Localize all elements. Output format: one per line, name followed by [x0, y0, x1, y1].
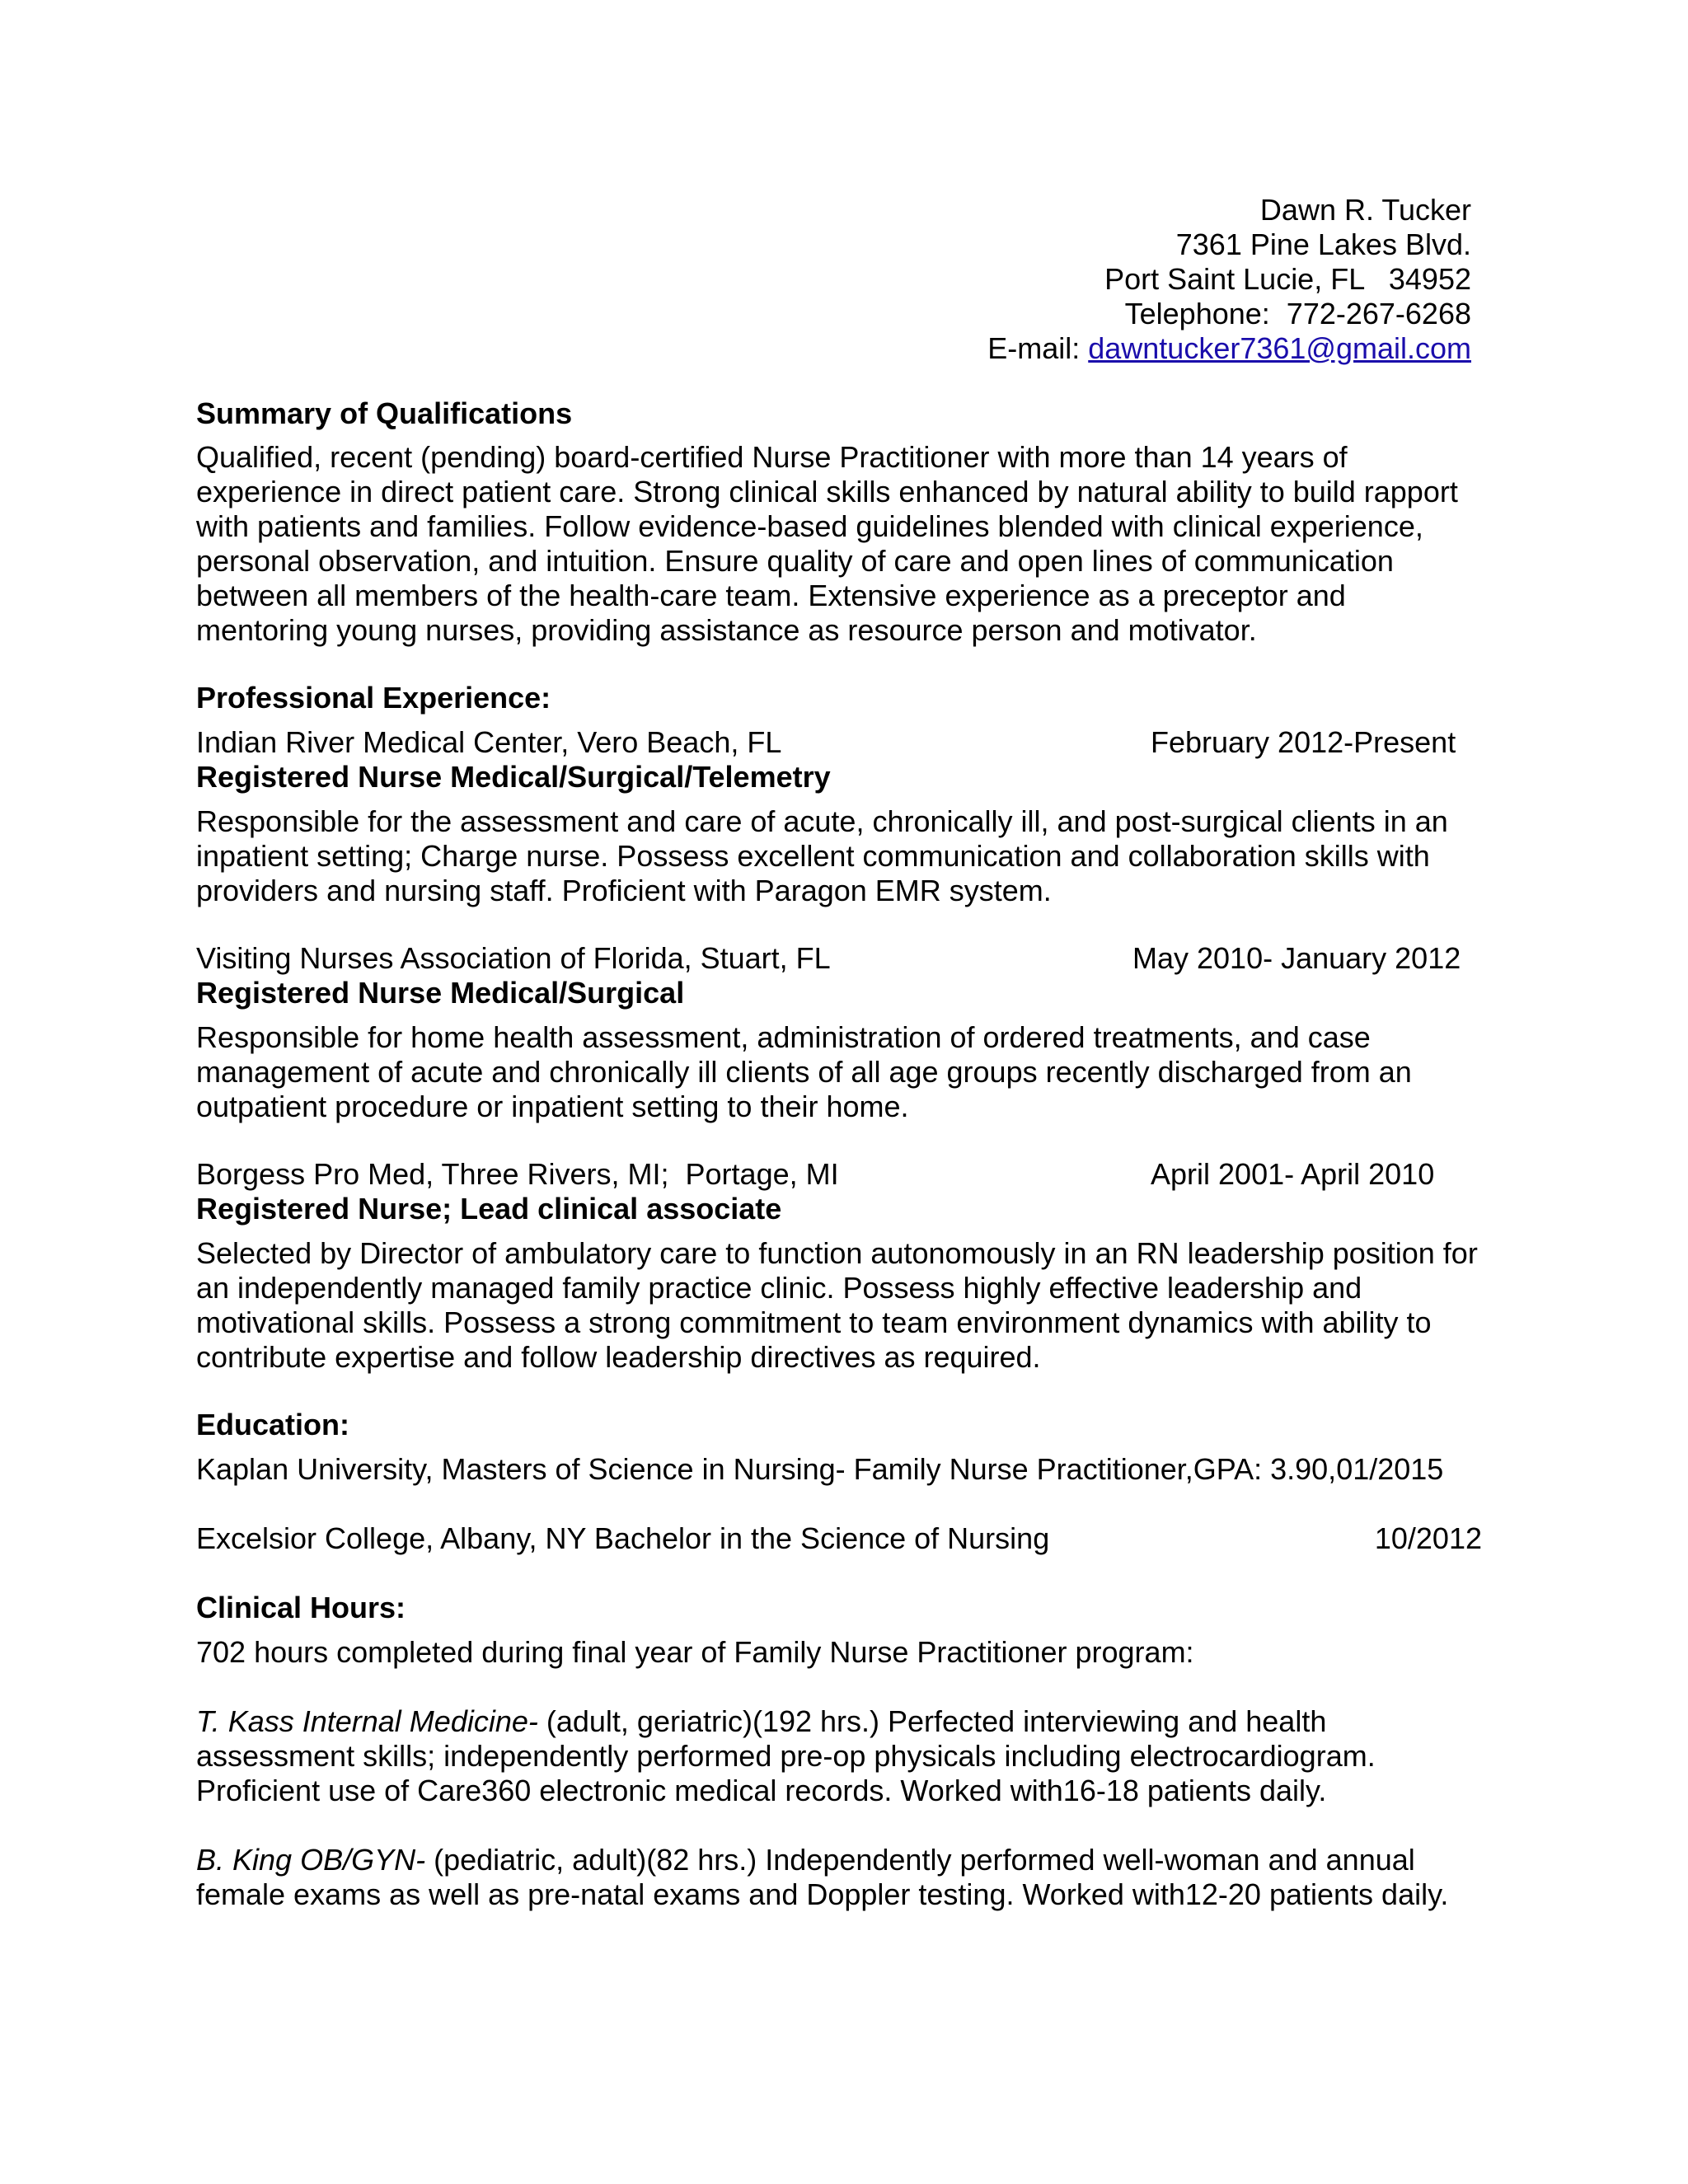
education-date: 10/2012 — [1374, 1521, 1482, 1555]
clinical-entry — [196, 1843, 1482, 1912]
job-description: Responsible for home health assessment, administration of ordered treatments, and case management of acute and chronically ill clients of all age groups recently discharged from an outpatient procedure or inpatient setting to their home. — [196, 1020, 1412, 1123]
job-employer: Visiting Nurses Association of Florida, Stuart, FL — [196, 941, 831, 975]
job-header — [196, 725, 1482, 760]
clinical-text: (pediatric, adult)(82 hrs.) Independently performed well-woman and annual female exams as well as pre-natal exams and Doppler testing. Worked with12-20 patients daily. — [196, 1843, 1449, 1911]
education-text: Kaplan University, Masters of Science in Nursing- Family Nurse Practitioner,GPA: 3.90,01/2015 — [196, 1452, 1444, 1486]
summary-text: Qualified, recent (pending) board-certified Nurse Practitioner with more than 14 years of experience in direct patient care. Strong clinical skills enhanced by natural ability to build rapport with patients and families. Follow evidence-based guidelines blended with clinical experience, personal observation, and intuition. Ensure quality of care and open lines of communication between all members of the health-care team. Extensive experience as a preceptor and mentoring young nurses, providing assistance as resource person and motivator. — [196, 440, 1458, 647]
education-entry — [196, 1452, 1482, 1487]
job-description: Selected by Director of ambulatory care to function autonomously in an RN leadership position for an independently managed family practice clinic. Possess highly effective leadership and motivational skills. Possess a strong commitment to team environment dynamics with ability to contribute expertise and follow leadership directives as required. — [196, 1236, 1478, 1374]
clinical-heading: Clinical Hours: — [196, 1591, 406, 1624]
job-employer: Borgess Pro Med, Three Rivers, MI; Portage, MI — [196, 1157, 839, 1191]
experience-heading: Professional Experience: — [196, 681, 551, 715]
job-entry — [196, 941, 1482, 1124]
contact-block — [987, 193, 1471, 366]
clinical-site: B. King OB/GYN- — [196, 1843, 426, 1877]
contact-name: Dawn R. Tucker — [1259, 193, 1471, 227]
experience-section — [196, 681, 1482, 1375]
clinical-text: (adult, geriatric)(192 hrs.) Perfected interviewing and health assessment skills; independently performed pre-op physicals including electrocardiogram. Proficient use of Care360 electronic medical records. Worked with16-18 patients daily. — [196, 1704, 1376, 1807]
summary-heading: Summary of Qualifications — [196, 396, 573, 430]
job-entry — [196, 1157, 1482, 1375]
contact-telephone: Telephone: 772-267-6268 — [1124, 297, 1471, 330]
job-header — [196, 1157, 1482, 1192]
job-header — [196, 941, 1482, 976]
job-dates: April 2001- April 2010 — [1151, 1157, 1435, 1191]
contact-address: 7361 Pine Lakes Blvd. — [1175, 227, 1471, 261]
job-title: Registered Nurse; Lead clinical associate — [196, 1192, 782, 1226]
education-section — [196, 1408, 1482, 1556]
job-entry — [196, 725, 1482, 908]
clinical-section — [196, 1591, 1482, 1912]
email-link[interactable]: dawntucker7361@gmail.com — [1088, 331, 1471, 365]
education-entry — [196, 1521, 1482, 1556]
job-description: Responsible for the assessment and care of acute, chronically ill, and post-surgical clients in an inpatient setting; Charge nurse. Possess excellent communication and collaboration skills with providers and nursing staff. Proficient with Paragon EMR system. — [196, 804, 1448, 907]
job-dates: May 2010- January 2012 — [1132, 941, 1461, 975]
resume-content — [196, 396, 1482, 1947]
education-heading: Education: — [196, 1408, 349, 1441]
job-employer: Indian River Medical Center, Vero Beach, FL — [196, 725, 782, 759]
education-text: Excelsior College, Albany, NY Bachelor in the Science of Nursing — [196, 1521, 1050, 1555]
job-title: Registered Nurse Medical/Surgical — [196, 976, 685, 1010]
clinical-intro: 702 hours completed during final year of Family Nurse Practitioner program: — [196, 1635, 1194, 1669]
summary-section — [196, 396, 1482, 648]
clinical-site: T. Kass Internal Medicine- — [196, 1704, 538, 1738]
contact-city-state-zip: Port Saint Lucie, FL 34952 — [1104, 262, 1471, 296]
clinical-entry — [196, 1704, 1482, 1808]
contact-email-line — [987, 331, 1471, 366]
job-title: Registered Nurse Medical/Surgical/Telemetry — [196, 760, 831, 794]
email-label: E-mail: — [987, 331, 1089, 365]
job-dates: February 2012-Present — [1151, 725, 1456, 759]
